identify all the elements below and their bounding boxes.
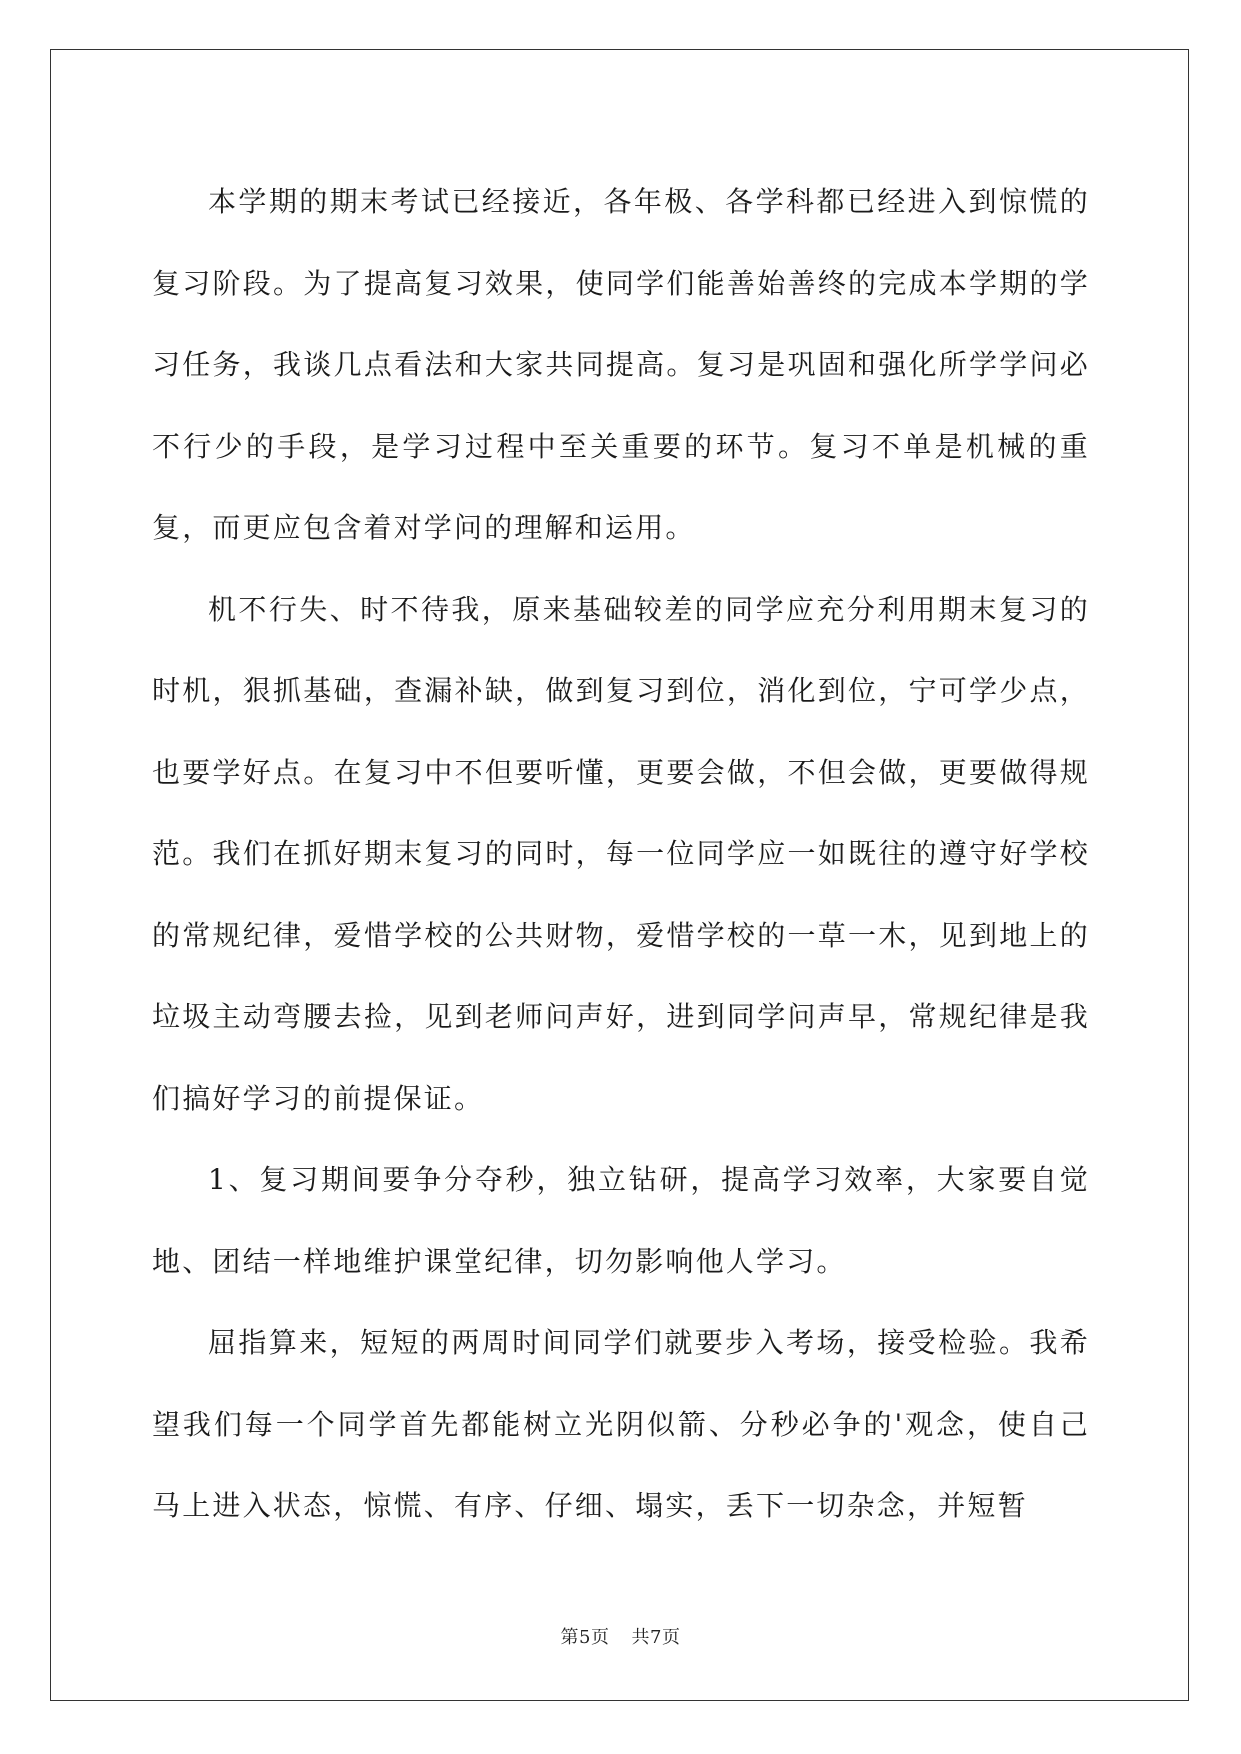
paragraph-1: 本学期的期末考试已经接近，各年极、各学科都已经进入到惊慌的复习阶段。为了提高复习效果，使同学们能善始善终的完成本学期的学习任务，我谈几点看法和大家共同提高。复习是巩固和强化所学学问必不行少的手段，是学习过程中至关重要的环节。复习不单是机械的重复，而更应包含着对学问的理解和运用。 <box>152 185 1090 544</box>
page-number: 第5页 <box>560 1627 610 1648</box>
paragraph-3: 1、复习期间要争分夺秒，独立钻研，提高学习效率，大家要自觉地、团结一样地维护课堂纪律，切勿影响他人学习。 <box>152 1163 1090 1278</box>
paragraph-2: 机不行失、时不待我，原来基础较差的同学应充分利用期末复习的时机，狠抓基础，查漏补缺，做到复习到位，消化到位，宁可学少点，也要学好点。在复习中不但要听懂，更要会做，不但会做，更要做得规范。我们在抓好期末复习的同时，每一位同学应一如既往的遵守好学校的常规纪律，爱惜学校的公共财物，爱惜学校的一草一木，见到地上的垃圾主动弯腰去捡，见到老师问声好，进到同学问声早，常规纪律是我们搞好学习的前提保证。 <box>152 592 1090 1115</box>
document-body <box>152 161 1090 1547</box>
paragraph-4: 屈指算来，短短的两周时间同学们就要步入考场，接受检验。我希望我们每一个同学首先都能树立光阴似箭、分秒必争的'观念，使自己马上进入状态，惊慌、有序、仔细、塌实，丢下一切杂念，并短暂 <box>152 1326 1090 1522</box>
page-total: 共7页 <box>631 1627 681 1648</box>
page-footer <box>0 1623 1241 1649</box>
